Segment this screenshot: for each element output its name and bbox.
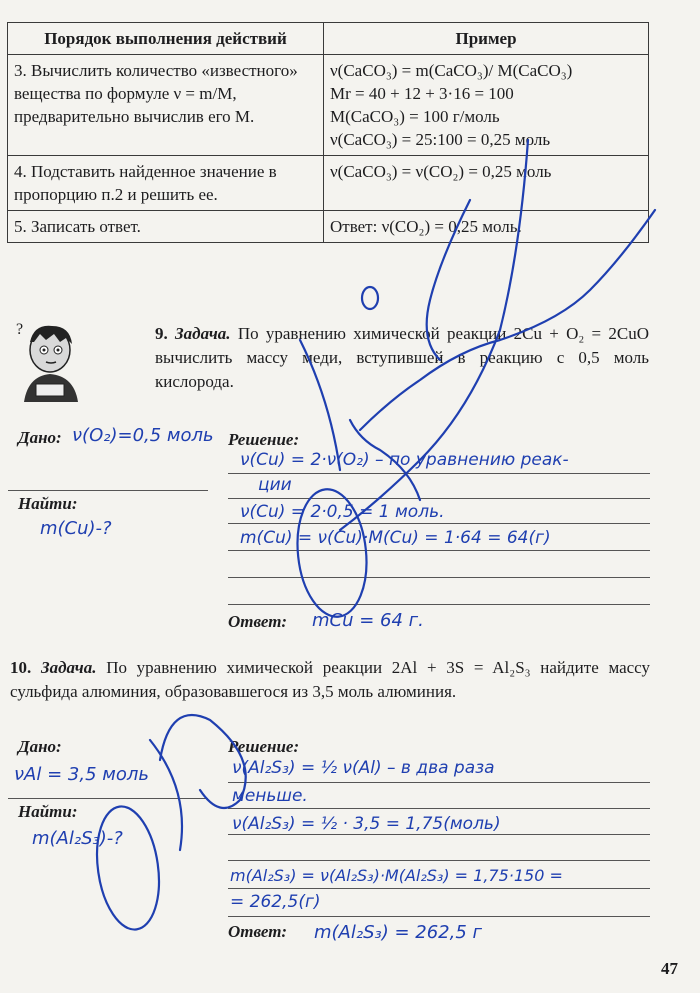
problem-10-text: По уравнению химической реакции 2Al + 3S = Al₂S₃ найдите массу сульфида алюминия, образовавшегося из 3,5 моль алюминия.	[10, 658, 650, 701]
answer-label: Ответ:	[228, 922, 288, 941]
solution-handwritten-line: m(Al₂S₃) = ν(Al₂S₃)·M(Al₂S₃) = 1,75·150 =	[230, 866, 563, 885]
answer-line	[228, 808, 650, 809]
find-label: Найти:	[18, 494, 78, 513]
example-line: ν(CaCO₃) = 25:100 = 0,25 моль	[330, 130, 551, 149]
problem-10-title: Задача.	[40, 658, 97, 677]
table-header-row	[8, 23, 649, 55]
problem-9-title: Задача.	[175, 324, 231, 343]
answer-line	[228, 834, 650, 835]
table-row	[8, 55, 649, 156]
problem-9-text: По уравнению химической реакции 2Cu + O₂ = 2CuO вычислить массу меди, вступившей в реакцию с 0,5 моль кислорода.	[155, 324, 649, 391]
answer-line	[228, 860, 650, 861]
table-header-cell: Порядок выполнения действий	[8, 23, 324, 55]
problem-9-statement	[155, 322, 649, 394]
solution-handwritten-line: ν(Al₂S₃) = ½ · 3,5 = 1,75(моль)	[232, 814, 501, 834]
solution-handwritten-line: меньше.	[232, 786, 308, 806]
example-line: ν(CaCO₃) = m(CaCO₃)/ M(CaCO₃)	[330, 61, 573, 80]
steps-table	[7, 22, 649, 243]
answer-handwritten: m(Al₂S₃) = 262,5 г	[314, 922, 482, 943]
page-number: 47	[661, 959, 678, 978]
find-label: Найти:	[18, 802, 78, 821]
solution-handwritten-line: ν(Cu) = 2·ν(O₂) – по уравнению реак-	[240, 450, 569, 470]
answer-line	[228, 888, 650, 889]
given-label: Дано:	[18, 428, 62, 447]
divider	[8, 490, 208, 491]
table-row	[8, 156, 649, 211]
table-cell-example	[324, 156, 649, 211]
example-line: Ответ: ν(CO₂) = 0,25 моль.	[330, 217, 522, 236]
problem-10-statement	[10, 656, 650, 704]
example-line: Mr = 40 + 12 + 3·16 = 100	[330, 84, 514, 103]
solution-label: Решение:	[228, 430, 300, 449]
answer-line	[228, 577, 650, 578]
table-cell-step: 4. Подставить найденное значение в пропорцию п.2 и решить ее.	[8, 156, 324, 211]
table-cell-example	[324, 55, 649, 156]
given-handwritten: ν(O₂)=0,5 моль	[72, 425, 214, 446]
answer-line	[228, 604, 650, 605]
answer-line	[228, 473, 650, 474]
given-label: Дано:	[18, 737, 62, 756]
solution-handwritten-line: ν(Al₂S₃) = ½ ν(Al) – в два раза	[232, 758, 495, 778]
find-handwritten: m(Cu)-?	[40, 518, 112, 539]
example-line: M(CaCO₃) = 100 г/моль	[330, 107, 500, 126]
problem-9-number: 9.	[155, 324, 168, 343]
solution-label: Решение:	[228, 737, 300, 756]
table-cell-step: 3. Вычислить количество «известного» вещества по формуле ν = m/M, предварительно вычислив его M.	[8, 55, 324, 156]
table-cell-step: 5. Записать ответ.	[8, 211, 324, 243]
answer-line	[228, 782, 650, 783]
answer-line	[228, 916, 650, 917]
solution-handwritten-line: ции	[258, 475, 292, 495]
find-handwritten: m(Al₂S₃)-?	[32, 828, 123, 849]
solution-handwritten-line: = 262,5(г)	[230, 892, 321, 912]
divider	[8, 798, 208, 799]
answer-line	[228, 523, 650, 524]
answer-line	[228, 498, 650, 499]
answer-line	[228, 550, 650, 551]
solution-handwritten-line: m(Cu) = ν(Cu)·M(Cu) = 1·64 = 64(г)	[240, 528, 551, 548]
svg-text:?: ?	[16, 321, 24, 338]
table-row	[8, 211, 649, 243]
given-handwritten: νAl = 3,5 моль	[14, 764, 149, 785]
answer-label: Ответ:	[228, 612, 288, 631]
table-cell-example	[324, 211, 649, 243]
thinking-student-illustration	[14, 320, 84, 402]
table-header-cell: Пример	[324, 23, 649, 55]
problem-10-number: 10.	[10, 658, 32, 677]
solution-handwritten-line: ν(Cu) = 2·0,5 = 1 моль.	[240, 502, 445, 522]
answer-handwritten: mCu = 64 г.	[312, 610, 424, 631]
example-line: ν(CaCO₃) = ν(CO₂) = 0,25 моль	[330, 162, 552, 181]
